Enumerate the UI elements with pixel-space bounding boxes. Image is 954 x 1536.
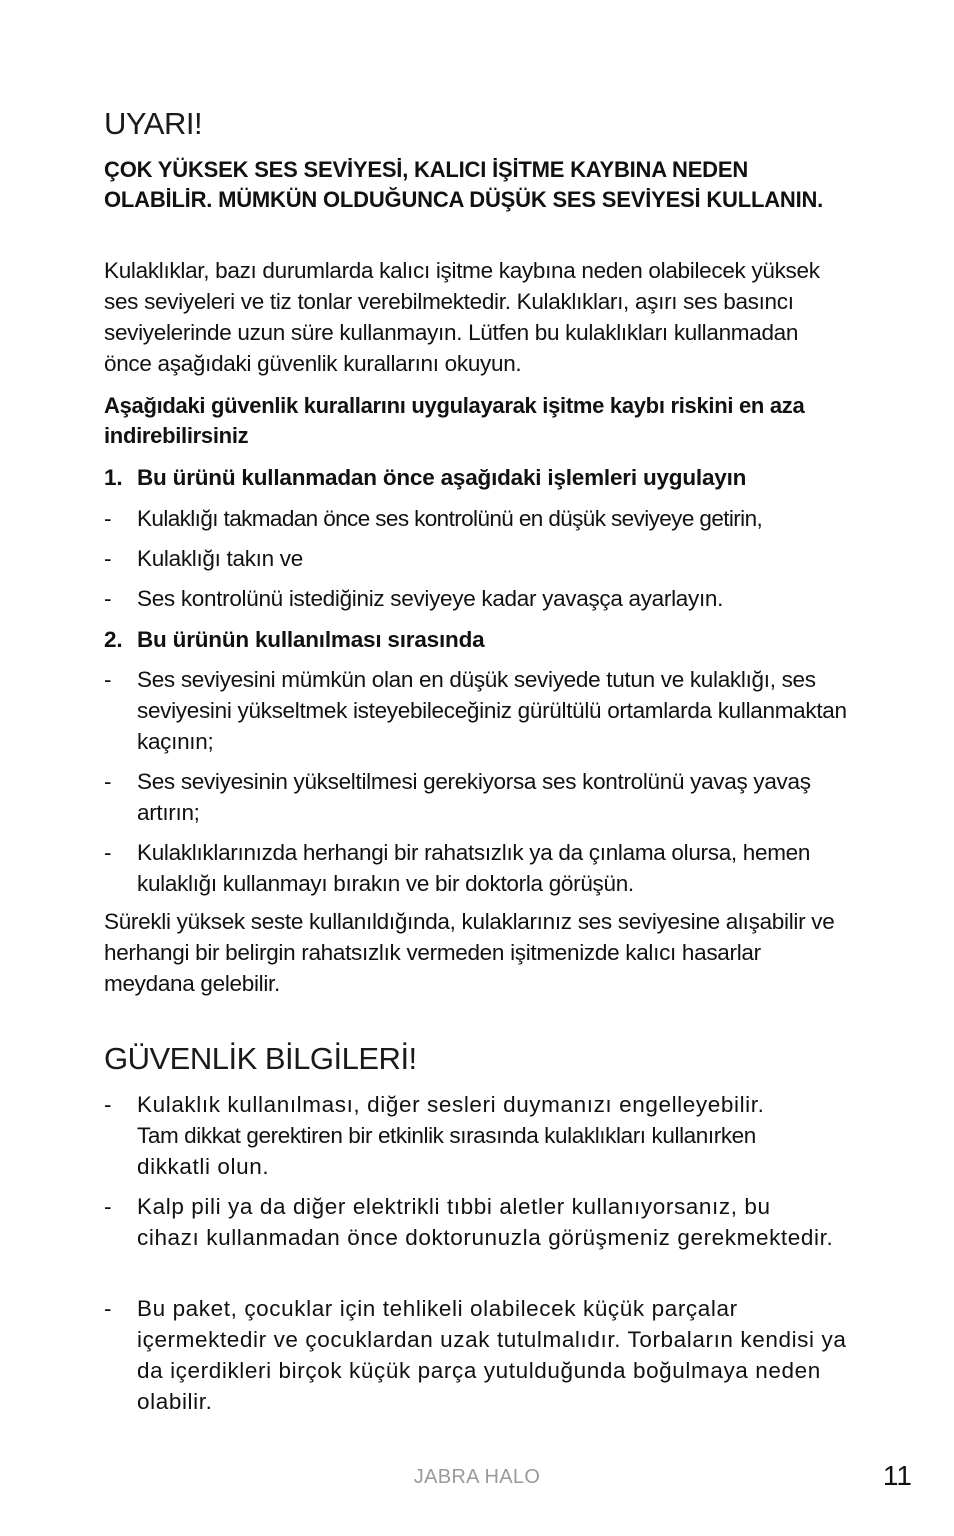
section-2-number: 2. (104, 627, 123, 652)
list-item-text: Bu paket, çocuklar için tehlikeli olabilecek küçük parçalar içermektedir ve çocuklardan uzak tutulmalıdır. Torbaların kendisi ya da içerdikleri birçok küçük parça yutulduğunda boğulmaya neden olabilir. (137, 1296, 847, 1414)
dash-bullet: - (104, 840, 112, 865)
list-item-line: Kulaklık kullanılması, diğer sesleri duymanızı engelleyebilir. (137, 1092, 765, 1117)
warning-outro: Sürekli yüksek seste kullanıldığında, kulaklarınız ses seviyesine alışabilir ve herhangi bir belirgin rahatsızlık vermeden işitmenizde kalıcı hasarlar meydana gelebilir. (104, 909, 835, 996)
section-2-heading-text: Bu ürünün kullanılması sırasında (137, 627, 485, 652)
list-item (104, 503, 850, 534)
list-item (104, 543, 850, 574)
list-item-line: Tam dikkat gerektiren bir etkinlik sırasında kulaklıkları kullanırken (137, 1123, 756, 1148)
list-item (104, 664, 850, 757)
section-1-number: 1. (104, 465, 123, 490)
list-item-text (137, 1089, 850, 1182)
list-item-text: Kulaklığı takın ve (137, 546, 303, 571)
safety-title: GÜVENLİK BİLGİLERİ! (104, 1041, 417, 1076)
list-item (104, 1293, 850, 1417)
dash-bullet: - (104, 1296, 113, 1321)
dash-bullet: - (104, 546, 112, 571)
warning-title: UYARI! (104, 106, 203, 141)
dash-bullet: - (104, 769, 112, 794)
list-item-text: Ses seviyesinin yükseltilmesi gerekiyorsa ses kontrolünü yavaş yavaş artırın; (137, 769, 811, 825)
section-1-heading (104, 462, 746, 493)
footer-brand: JABRA HALO (413, 1466, 541, 1488)
dash-bullet: - (104, 1194, 113, 1219)
list-item-text: Ses seviyesini mümkün olan en düşük seviyede tutun ve kulaklığı, ses seviyesini yükseltmek isteyebileceğiniz gürültülü ortamlarda kullanmaktan kaçının; (137, 667, 847, 754)
dash-bullet: - (104, 667, 112, 692)
list-item (104, 583, 850, 614)
page-number: 11 (882, 1460, 912, 1491)
warning-intro: Kulaklıklar, bazı durumlarda kalıcı işitme kaybına neden olabilecek yüksek ses seviyeleri ve tiz tonlar verebilmektedir. Kulaklıkları, aşırı ses basıncı seviyelerinde uzun süre kullanmayın. Lütfen bu kulaklıkları kullanmadan önce aşağıdaki güvenlik kurallarını okuyun. (104, 258, 820, 376)
list-item (104, 766, 850, 828)
list-item-text: Kalp pili ya da diğer elektrikli tıbbi aletler kullanıyorsanız, bu cihazı kullanmadan önce doktorunuzla görüşmeniz gerekmektedir. (137, 1194, 834, 1250)
dash-bullet: - (104, 1092, 113, 1117)
dash-bullet: - (104, 506, 112, 531)
dash-bullet: - (104, 586, 112, 611)
list-item (104, 837, 850, 899)
section-2-heading (104, 624, 484, 655)
section-1-heading-text: Bu ürünü kullanmadan önce aşağıdaki işlemleri uygulayın (137, 465, 747, 490)
list-item-text: Kulaklıklarınızda herhangi bir rahatsızlık ya da çınlama olursa, hemen kulaklığı kullanmayı bırakın ve bir doktorla görüşün. (137, 840, 811, 896)
list-item (104, 1191, 850, 1253)
rules-subhead: Aşağıdaki güvenlik kurallarını uygulayarak işitme kaybı riskini en aza indirebilirsiniz (104, 393, 805, 448)
list-item-text: Ses kontrolünü istediğiniz seviyeye kadar yavaşça ayarlayın. (137, 586, 724, 611)
list-item-text: Kulaklığı takmadan önce ses kontrolünü en düşük seviyeye getirin, (137, 506, 763, 531)
list-item-line: dikkatli olun. (137, 1154, 270, 1179)
warning-lead: ÇOK YÜKSEK SES SEVİYESİ, KALICI İŞİTME KAYBINA NEDEN OLABİLİR. MÜMKÜN OLDUĞUNCA DÜŞÜK SES SEVİYESİ KULLANIN. (104, 157, 824, 212)
list-item (104, 1089, 850, 1182)
